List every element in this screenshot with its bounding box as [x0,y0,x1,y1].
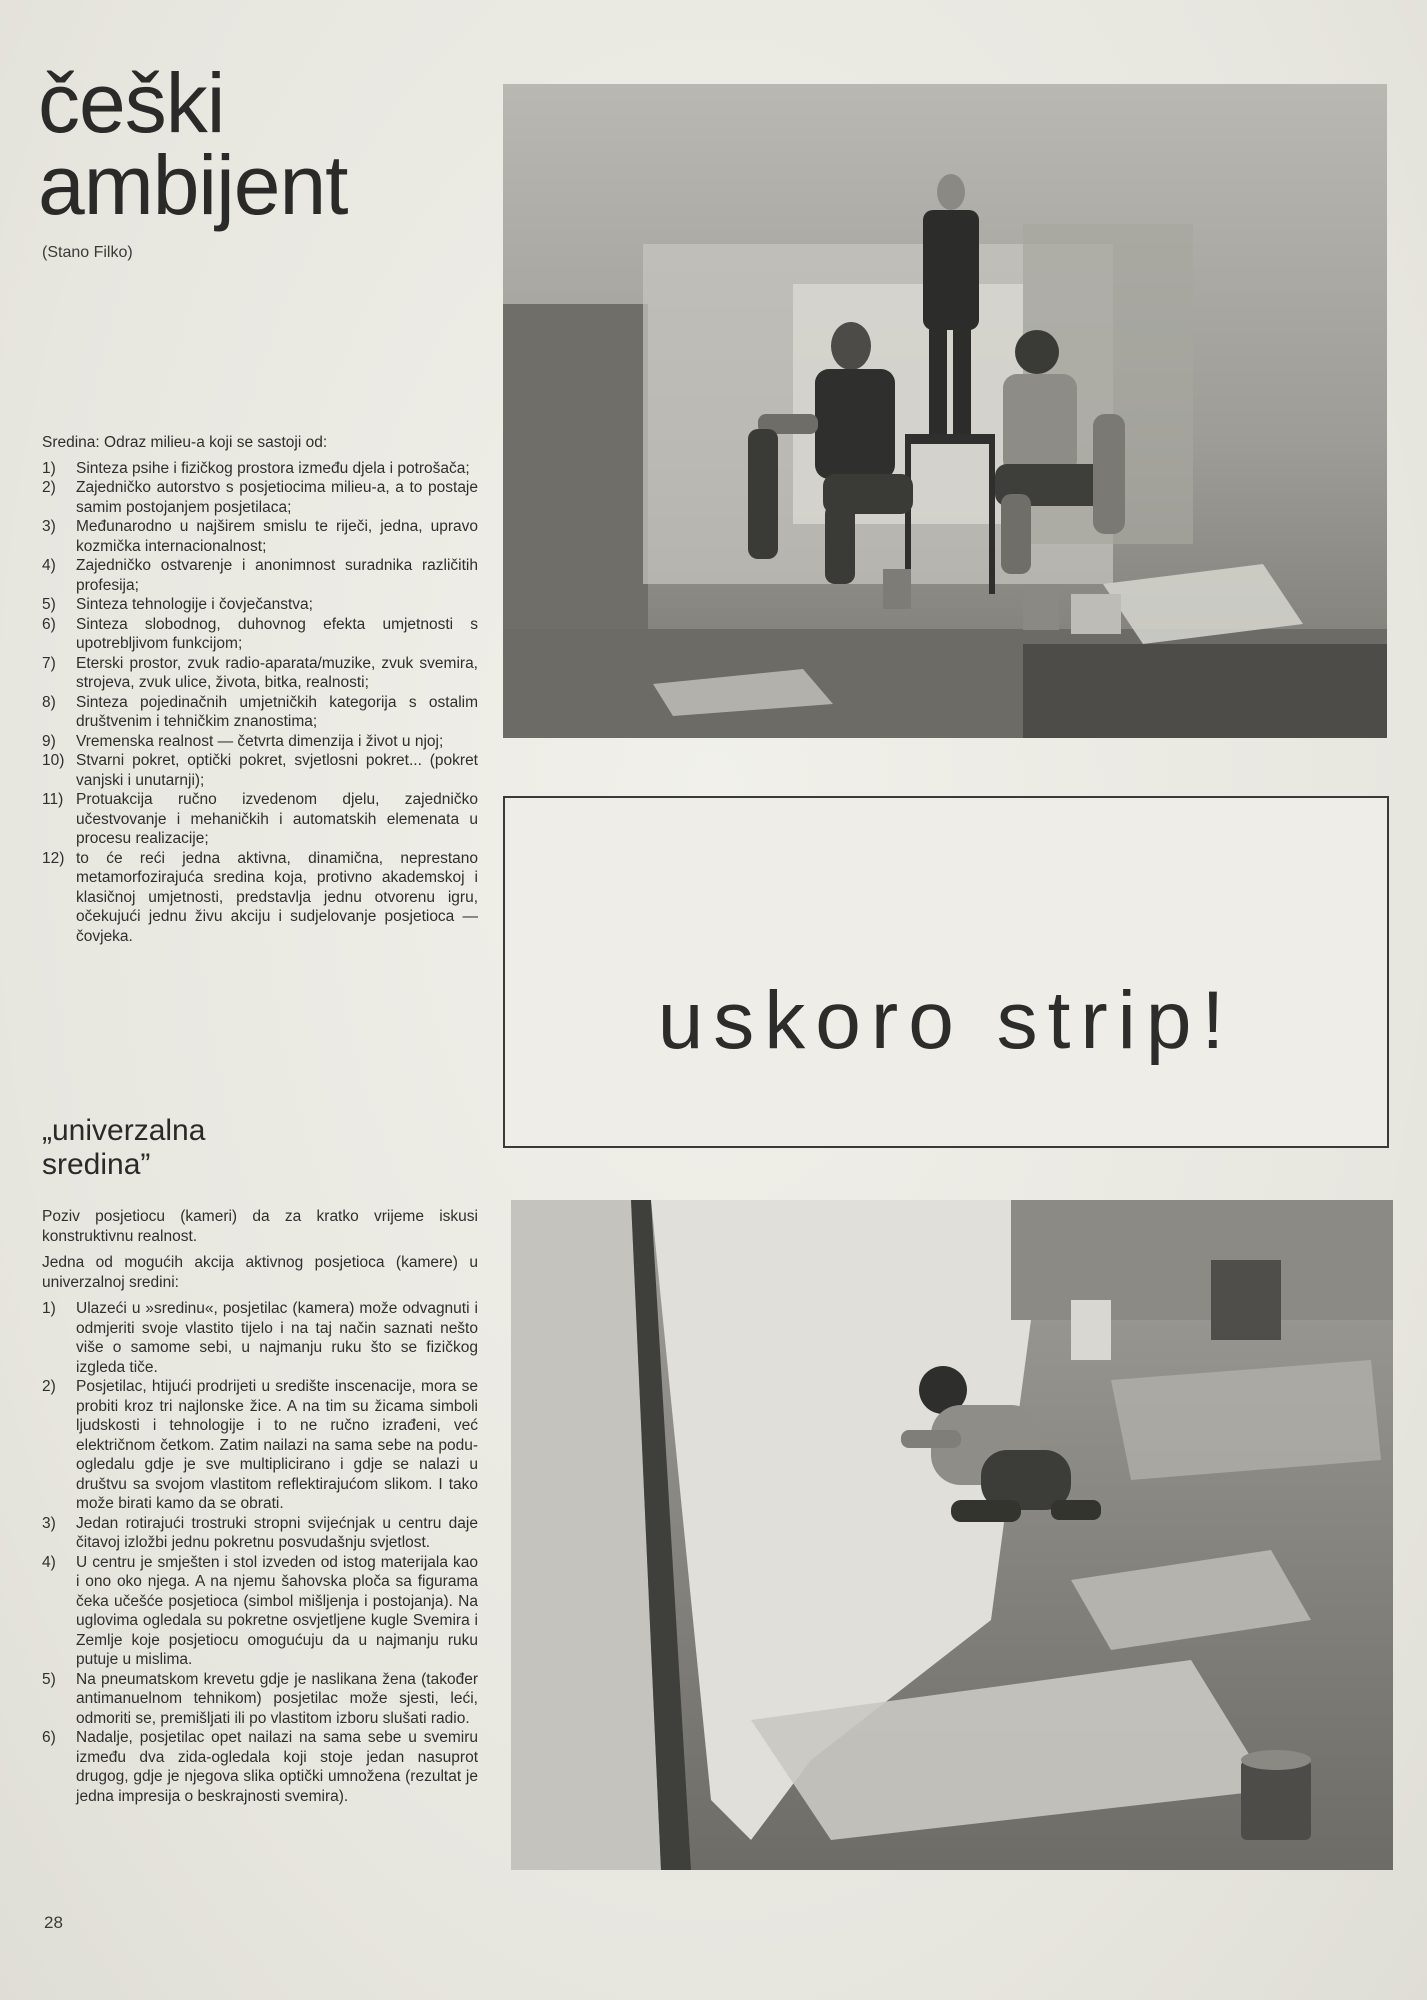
intro-section [42,433,478,946]
item-number: 5) [42,596,56,613]
item-number: 10) [42,752,65,769]
list-item [42,1670,478,1729]
item-text: Sinteza psihe i fizičkog prostora između djela i potrošača; [76,459,470,477]
item-text: Posjetilac, htijući prodrijeti u središte inscenacije, mora se probiti kroz tri najlonske žice. A na tim su žicama simboli ljudskosti i tehnologije i to ne ručno izrađeni, već električnom četkom. Zatim nailazi na sama sebe na podu-ogledalu gdje je sve multiplicirano i gdje se nalazi u društvu sa svojom vlastitom reflektirajućom slikom. I tako može birati kamo da se obrati. [76,1378,478,1512]
list-item [42,1553,478,1670]
item-text: U centru je smješten i stol izveden od istog materijala kao i ono oko njega. A na njemu šahovska ploča sa figurama čeka učešće posjetioca (simbol mišljenja i postojanja). Na uglovima ogledala su pokretne osvjetljene kugle Svemira i Zemlje koje posjetiocu omogućuju da u najmanju ruku putuje u mislima. [76,1553,478,1668]
photo-illustration [503,84,1387,738]
list-item [42,459,478,479]
item-text: Stvarni pokret, optički pokret, svjetlosni pokret... (pokret vanjski i unutarnji); [76,752,478,789]
list-item [42,1377,478,1514]
item-text: Sinteza tehnologije i čovječanstva; [76,596,313,613]
list-item [42,751,478,790]
list-item [42,693,478,732]
article-title [38,56,348,232]
intro-paragraph: Sredina: Odraz milieu-a koji se sastoji od: [42,434,328,451]
installation-photo-group [503,84,1387,738]
list-item [42,615,478,654]
list-item [42,478,478,517]
list-item [42,1299,478,1377]
author-credit: (Stano Filko) [42,244,133,261]
list-item [42,849,478,947]
list-item [42,517,478,556]
principles-list [42,459,478,947]
item-number: 6) [42,615,56,633]
comic-announcement-text: uskoro strip! [657,975,1235,1066]
visitor-actions-list [42,1299,478,1806]
item-number: 9) [42,732,56,750]
item-number: 2) [42,479,56,496]
item-number: 4) [42,557,56,574]
item-number: 8) [42,693,56,711]
list-item [42,732,478,752]
item-number: 1) [42,459,56,477]
item-number: 12) [42,849,65,867]
photo-illustration [511,1200,1393,1870]
section-paragraph-1: Poziv posjetiocu (kameri) da za kratko vrijeme iskusi konstruktivnu realnost. [42,1208,478,1245]
item-number: 5) [42,1670,56,1688]
item-number: 1) [42,1300,56,1317]
item-text: Na pneumatskom krevetu gdje je naslikana žena (također antimanuelnom tehnikom) posjetilac može sjesti, leći, odmoriti se, premišljati ili po vlastitom izboru slušati radio. [76,1670,478,1727]
item-number: 2) [42,1378,56,1395]
item-text: Sinteza pojedinačnih umjetničkih kategorija s ostalim društvenim i tehničkim znanostima; [76,693,478,730]
list-item [42,1514,478,1553]
subtitle-line-2: sredina” [42,1148,151,1181]
universal-environment-section [42,1207,478,1806]
list-item [42,654,478,693]
comic-announcement-box [503,796,1389,1148]
list-item [42,556,478,595]
item-text: Vremenska realnost — četvrta dimenzija i život u njoj; [76,732,444,750]
item-text: Nadalje, posjetilac opet nailazi na sama sebe u svemiru između dva zida-ogledala koji stoje jedan nasuprot drugog, gdje je njegova slika optički umnožena (rezultat je jedna impresija o beskrajnosti svemira). [76,1729,478,1805]
item-text: Protuakcija ručno izvedenom djelu, zajedničko učestvovanje i mehaničkih i automatskih elemenata u procesu realizacije; [76,791,478,847]
item-text: Zajedničko ostvarenje i anonimnost suradnika različitih profesija; [76,557,478,594]
section-paragraph-2: Jedna od mogućih akcija aktivnog posjetioca (kamere) u univerzalnoj sredini: [42,1254,478,1291]
item-text: Sinteza slobodnog, duhovnog efekta umjetnosti s upotrebljivom funkcijom; [76,615,478,652]
item-number: 6) [42,1729,56,1746]
item-number: 4) [42,1553,56,1571]
installation-photo-sheet [511,1200,1393,1870]
title-line-2: ambijent [38,138,348,232]
item-number: 7) [42,654,56,672]
item-text: Eterski prostor, zvuk radio-aparata/muzike, zvuk svemira, strojeva, zvuk ulice, života, bitka, realnosti; [76,654,478,691]
section-subtitle [42,1114,205,1182]
item-number: 3) [42,518,56,535]
item-number: 3) [42,1514,56,1532]
item-text: Jedan rotirajući trostruki stropni svijećnjak u centru daje čitavoj izložbi jednu pokretnu posvudašnju svjetlost. [76,1514,478,1551]
item-text: Zajedničko autorstvo s posjetiocima milieu-a, a to postaje samim postojanjem posjetilaca; [76,479,478,516]
item-number: 11) [42,791,64,808]
subtitle-line-1: „univerzalna [42,1114,206,1147]
title-line-1: češki [38,56,225,150]
item-text: Ulazeći u »sredinu«, posjetilac (kamera) može odvagnuti i odmjeriti svoje vlastito tijelo i na taj način saznati nešto više o samome sebi, u najmanju ruku što se fizičkog izgleda tiče. [76,1300,478,1376]
list-item [42,790,478,849]
item-text: to će reći jedna aktivna, dinamična, neprestano metamorfozirajuća sredina koja, protivno akademskoj i klasičnoj umjetnosti, predstavlja jednu otvorenu igru, očekujući jednu živu akciju i sudjelovanje posjetioca — čovjeka. [76,849,478,945]
page-number: 28 [44,1913,63,1932]
item-text: Međunarodno u najširem smislu te riječi, jedna, upravo kozmička internacionalnost; [76,518,478,555]
list-item [42,595,478,615]
list-item [42,1728,478,1806]
